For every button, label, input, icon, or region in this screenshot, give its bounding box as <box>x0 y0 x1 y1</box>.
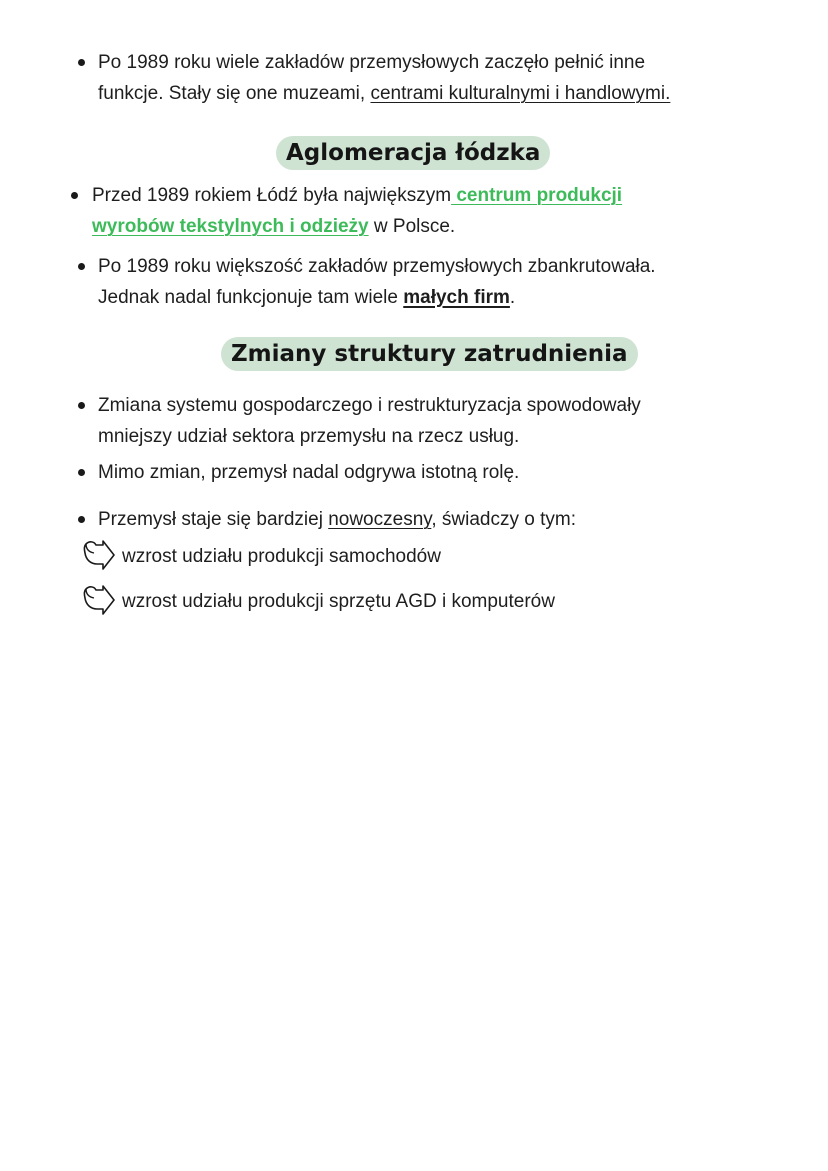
bullet-dot <box>78 402 85 409</box>
curved-arrow-icon <box>80 583 118 621</box>
lodz-bullet-1-line1 <box>92 180 792 211</box>
lodz-bullet-1-suffix: w Polsce. <box>368 216 456 237</box>
intro-bullet-line2-text: funkcje. Stały się one muzeami, <box>98 83 371 104</box>
bullet-dot <box>78 469 85 476</box>
employment-bullet-2-text: Mimo zmian, przemysł nadal odgrywa istotną rolę. <box>98 462 520 483</box>
underlined-word-nowoczesny: nowoczesny <box>328 509 432 530</box>
lodz-bullet-1 <box>92 180 792 242</box>
employment-bullet-3-text <box>98 504 798 535</box>
bold-phrase: małych firm <box>403 287 510 308</box>
heading-aglomeracja-lodzka: Aglomeracja łódzka <box>276 136 550 170</box>
employment-bullet-2 <box>98 457 798 488</box>
bullet-dot <box>78 516 85 523</box>
sub-item-2: wzrost udziału produkcji sprzętu AGD i komputerów <box>122 591 555 612</box>
sub-item-1: wzrost udziału produkcji samochodów <box>122 546 441 567</box>
employment-bullet-1 <box>98 390 798 452</box>
intro-bullet-line1: Po 1989 roku wiele zakładów przemysłowych zaczęło pełnić inne <box>98 52 646 73</box>
green-highlight-phrase-2: wyrobów tekstylnych i odzieży <box>92 216 369 237</box>
lodz-bullet-2-suffix: . <box>509 287 516 308</box>
employment-bullet-3 <box>98 504 798 535</box>
lodz-bullet-1-line2 <box>92 211 792 242</box>
employment-bullet-3-suffix: , świadczy o tym: <box>431 509 577 530</box>
employment-bullet-1-line2: mniejszy udział sektora przemysłu na rzecz usług. <box>98 426 520 447</box>
lodz-bullet-1-prefix: Przed 1989 rokiem Łódź była największym <box>92 185 452 206</box>
intro-underlined-phrase: centrami kulturalnymi i handlowymi. <box>370 83 671 104</box>
employment-bullet-3-prefix: Przemysł staje się bardziej <box>98 509 329 530</box>
lodz-bullet-2 <box>98 251 798 313</box>
curved-arrow-icon <box>80 538 118 576</box>
bullet-dot <box>78 263 85 270</box>
bullet-dot <box>78 59 85 66</box>
intro-bullet <box>98 47 788 109</box>
intro-bullet-line2 <box>98 78 788 109</box>
heading-zmiany-struktury: Zmiany struktury zatrudnienia <box>221 337 638 371</box>
bullet-dot <box>71 192 78 199</box>
lodz-bullet-2-line1: Po 1989 roku większość zakładów przemysłowych zbankrutowała. <box>98 256 656 277</box>
employment-bullet-1-line1: Zmiana systemu gospodarczego i restrukturyzacja spowodowały <box>98 395 641 416</box>
green-highlight-phrase-1: centrum produkcji <box>451 185 623 206</box>
lodz-bullet-2-line2 <box>98 282 798 313</box>
lodz-bullet-2-prefix: Jednak nadal funkcjonuje tam wiele <box>98 287 404 308</box>
